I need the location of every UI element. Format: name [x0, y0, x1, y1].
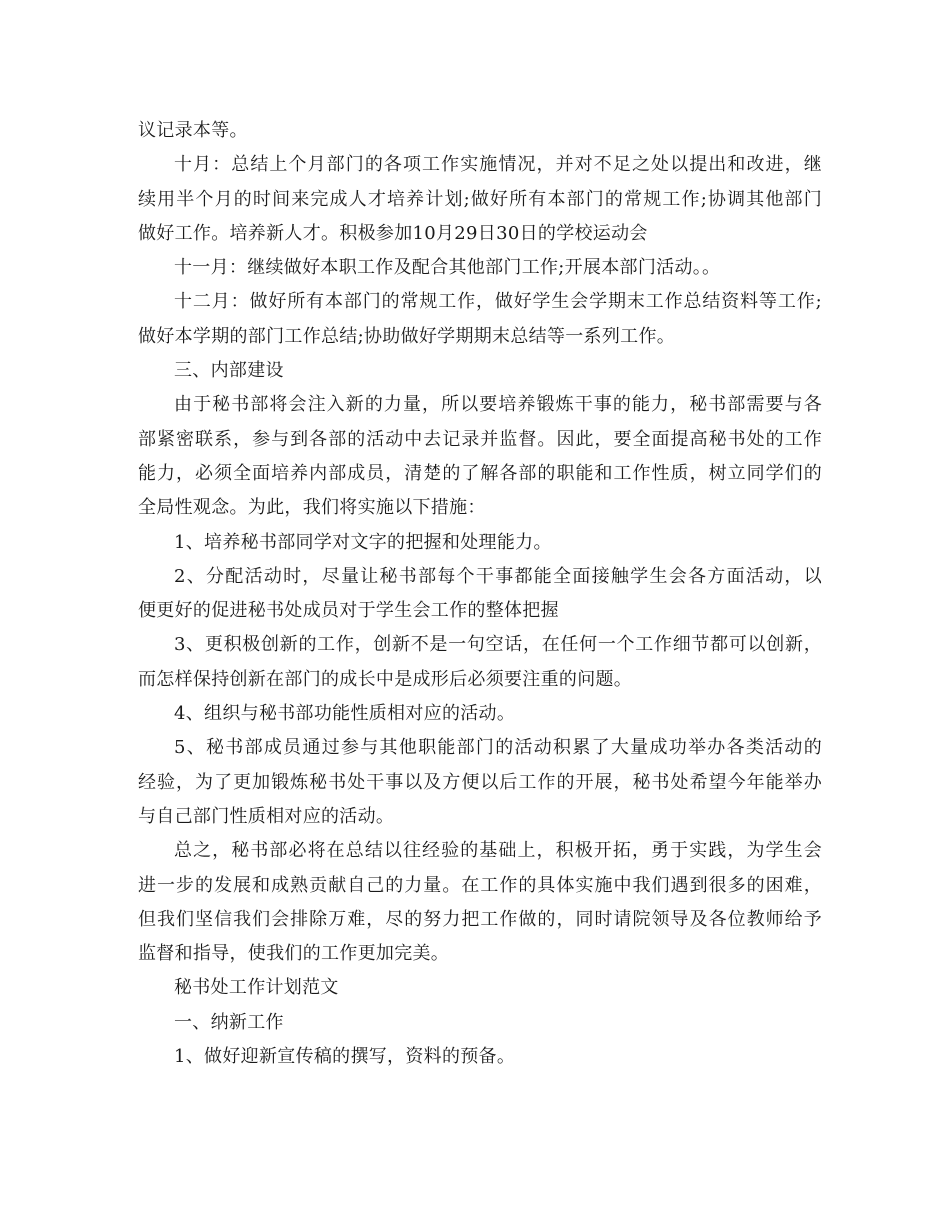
text-line: 2、分配活动时，尽量让秘书部每个干事都能全面接触学生会各方面活动，以	[174, 565, 822, 587]
text-line: 进一步的发展和成熟贡献自己的力量。在工作的具体实施中我们遇到很多的困难，	[138, 874, 822, 896]
text-line: 总之，秘书部必将在总结以往经验的基础上，积极开拓，勇于实践，为学生会	[174, 840, 822, 862]
text-line: 5、秘书部成员通过参与其他职能部门的活动积累了大量成功举办各类活动的	[174, 737, 822, 759]
text-line: 3、更积极创新的工作，创新不是一句空话，在任何一个工作细节都可以创新，	[174, 634, 822, 656]
text-line: 十一月：继续做好本职工作及配合其他部门工作;开展本部门活动。。	[174, 257, 721, 279]
text-line: 部紧密联系，参与到各部的活动中去记录并监督。因此，要全面提高秘书处的工作	[138, 428, 822, 450]
text-line: 能力，必须全面培养内部成员，清楚的了解各部的职能和工作性质，树立同学们的	[138, 462, 822, 484]
text-line: 十二月：做好所有本部门的常规工作，做好学生会学期末工作总结资料等工作;	[174, 291, 822, 313]
text-line: 议记录本等。	[138, 120, 248, 141]
text-line: 4、组织与秘书部功能性质相对应的活动。	[174, 703, 516, 725]
text-line: 1、培养秘书部同学对文字的把握和处理能力。	[174, 531, 552, 553]
text-line: 全局性观念。为此，我们将实施以下措施：	[138, 497, 486, 519]
text-line: 由于秘书部将会注入新的力量，所以要培养锻炼干事的能力，秘书部需要与各	[174, 394, 822, 416]
text-line: 秘书处工作计划范文	[174, 977, 339, 999]
text-line: 便更好的促进秘书处成员对于学生会工作的整体把握	[138, 600, 559, 622]
text-line: 一、纳新工作	[174, 1011, 284, 1033]
text-line: 做好本学期的部门工作总结;协助做好学期期末总结等一系列工作。	[138, 325, 676, 347]
text-line: 经验，为了更加锻炼秘书处干事以及方便以后工作的开展，秘书处希望今年能举办	[138, 771, 822, 793]
text-line: 三、内部建设	[174, 360, 284, 382]
text-line: 做好工作。培养新人才。积极参加10月29日30日的学校运动会	[138, 222, 648, 244]
text-line: 十月：总结上个月部门的各项工作实施情况，并对不足之处以提出和改进，继	[174, 154, 822, 176]
text-line: 而怎样保持创新在部门的成长中是成形后必须要注重的问题。	[138, 668, 633, 690]
text-line: 续用半个月的时间来完成人才培养计划;做好所有本部门的常规工作;协调其他部门	[138, 188, 822, 210]
document-body	[138, 114, 822, 1074]
text-line: 与自己部门性质相对应的活动。	[138, 805, 395, 827]
text-line: 但我们坚信我们会排除万难，尽的努力把工作做的，同时请院领导及各位教师给予	[138, 908, 822, 930]
text-line: 监督和指导，使我们的工作更加完美。	[138, 943, 450, 965]
text-line: 1、做好迎新宣传稿的撰写，资料的预备。	[174, 1046, 516, 1068]
